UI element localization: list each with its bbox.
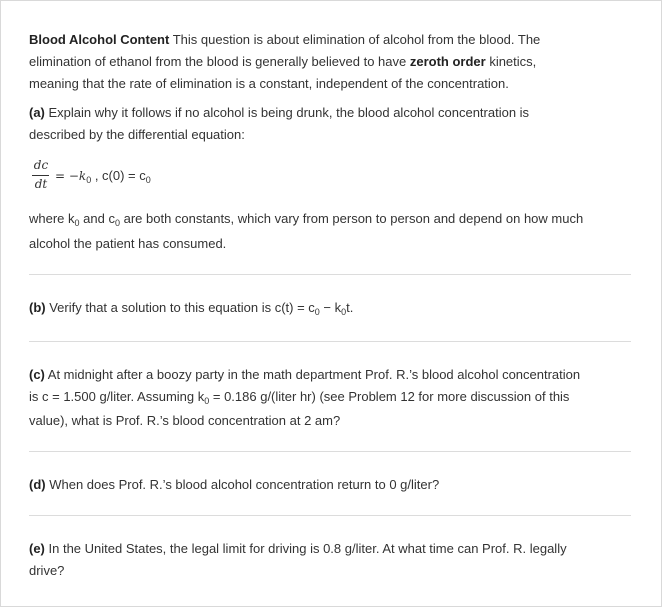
part-c-text-1: At midnight after a boozy party in the math department Prof. R.’s blood alcohol concentration — [44, 367, 581, 382]
part-c-line-1 — [29, 366, 580, 384]
sub-zero: 0 — [341, 307, 347, 317]
divider — [29, 274, 631, 275]
part-b-text-b: − k — [319, 300, 342, 315]
part-c-line-3: value), what is Prof. R.’s blood concentration at 2 am? — [29, 413, 341, 428]
part-d-label: (d) — [29, 477, 46, 492]
part-c-label: (c) — [29, 367, 45, 382]
intro-line-2 — [29, 53, 536, 71]
intro-text-1: This question is about elimination of alcohol from the blood. The — [169, 32, 541, 47]
sub-zero: 0 — [204, 396, 210, 406]
part-b-text-c: t. — [346, 300, 354, 315]
sub-zero: 0 — [114, 218, 120, 228]
part-d-line — [29, 476, 439, 494]
part-e-line-2: drive? — [29, 563, 65, 578]
divider — [29, 451, 631, 452]
intro-text-2a: elimination of ethanol from the blood is generally believed to have — [29, 54, 410, 69]
part-c-text-2b: = 0.186 g/(liter hr) (see Problem 12 for more discussion of this — [209, 389, 570, 404]
eq-rhs-k: = −k — [55, 169, 87, 183]
part-e-text-1: In the United States, the legal limit for driving is 0.8 g/liter. At what time can Prof. R. legally — [44, 541, 567, 556]
part-e-label: (e) — [29, 541, 45, 556]
part-a-text-1: Explain why it follows if no alcohol is being drunk, the blood alcohol concentration is — [44, 105, 530, 120]
intro-line-3: meaning that the rate of elimination is a constant, independent of the concentration. — [29, 76, 509, 91]
fraction-numerator: dc — [33, 158, 49, 172]
part-c-line-2 — [29, 388, 569, 406]
fraction-denominator: dt — [34, 177, 48, 191]
part-a-line-1 — [29, 104, 529, 122]
part-a-where-line-2: alcohol the patient has consumed. — [29, 236, 227, 251]
part-a-line-2: described by the differential equation: — [29, 127, 245, 142]
sub-zero: 0 — [74, 218, 80, 228]
divider — [29, 515, 631, 516]
part-c-text-2a: is c = 1.500 g/liter. Assuming k — [29, 389, 205, 404]
intro-line-1 — [29, 31, 540, 49]
fraction-bar — [32, 175, 49, 176]
divider — [29, 341, 631, 342]
part-b-label: (b) — [29, 300, 46, 315]
where-text-c: are both constants, which vary from person to person and depend on how much — [119, 211, 584, 226]
where-text-a: where k — [29, 211, 75, 226]
intro-text-2b: kinetics, — [485, 54, 537, 69]
part-a-where-line-1 — [29, 210, 583, 228]
part-d-text: When does Prof. R.’s blood alcohol concentration return to 0 g/liter? — [45, 477, 440, 492]
part-e-line-1 — [29, 540, 567, 558]
part-b-line — [29, 299, 353, 317]
eq-rhs-sub: 0 — [86, 175, 92, 185]
zeroth-order-term: zeroth order — [409, 54, 486, 69]
sub-zero: 0 — [314, 307, 320, 317]
eq-ic-sub: 0 — [145, 175, 151, 185]
question-title: Blood Alcohol Content — [29, 32, 170, 47]
where-text-b: and c — [79, 211, 115, 226]
equation-rhs — [55, 168, 151, 183]
part-a-label: (a) — [29, 105, 45, 120]
part-b-text-a: Verify that a solution to this equation is c(t) = c — [45, 300, 315, 315]
eq-initial-condition: , c(0) = c — [91, 168, 146, 183]
